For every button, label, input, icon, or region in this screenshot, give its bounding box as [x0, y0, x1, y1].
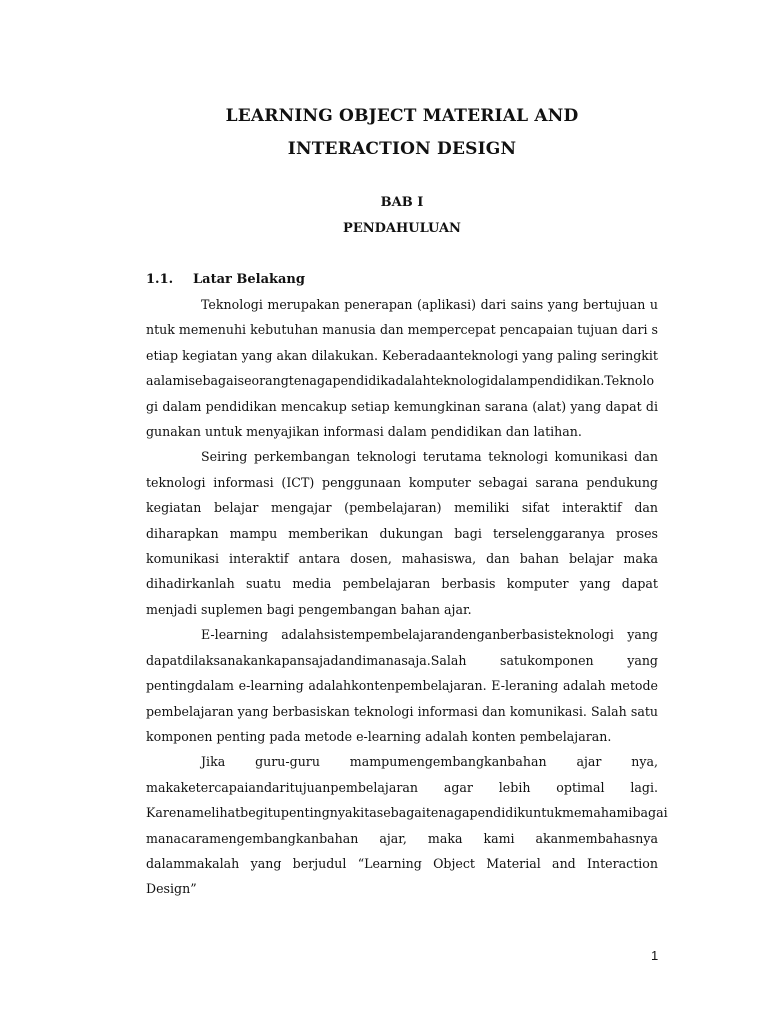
chapter-number: BAB I — [380, 195, 424, 210]
document-title-line1: LEARNING OBJECT MATERIAL AND — [225, 106, 579, 126]
paragraph-4: Jika guru-guru mampumengembangkanbahan ajar nya, makaketercapaiandaritujuanpembelajaran agar lebih optimal lagi. Karenamelihatbegitupentingnyakitasebagaitenagapendidikuntukmemahamibagai manacaramengembangkanbahan ajar, maka kami akanmembahasnya dalammakalah yang berjudul “Learning Object Material and Interaction Design” — [146, 754, 668, 897]
page-number: 1 — [651, 948, 659, 963]
section-title: Latar Belakang — [193, 272, 305, 287]
paragraph-1: Teknologi merupakan penerapan (aplikasi) dari sains yang bertujuan untuk memenuhi kebutuhan manusia dan mempercepat pencapaian tujuan dari setiap kegiatan yang akan dilakukan. Keberadaanteknologi yang paling seringkitaalamisebagaiseorangtenagapendidikadalahteknologidalampendidikan.Teknologi dalam pendidikan mencakup setiap kemungkinan sarana (alat) yang dapat digunakan untuk menyajikan informasi dalam pendidikan dan latihan. — [146, 297, 658, 440]
body-text — [146, 292, 668, 902]
section-number: 1.1. — [146, 272, 174, 287]
chapter-title: PENDAHULUAN — [343, 221, 461, 236]
document-title-line2: INTERACTION DESIGN — [287, 139, 517, 159]
section-heading — [146, 272, 305, 287]
paragraph-3: E-learning adalahsistempembelajarandenganberbasisteknologi yang dapatdilaksanakankapansajadandimanasaja.Salah satukomponen yang pentingdalam e-learning adalahkontenpembelajaran. E-leraning adalah metode pembelajaran yang berbasiskan teknologi informasi dan komunikasi. Salah satu komponen penting pada metode e-learning adalah konten pembelajaran. — [146, 627, 658, 744]
paragraph-2: Seiring perkembangan teknologi terutama teknologi komunikasi dan teknologi informasi (ICT) penggunaan komputer sebagai sarana pendukung kegiatan belajar mengajar (pembelajaran) memiliki sifat interaktif dan diharapkan mampu memberikan dukungan bagi terselenggaranya proses komunikasi interaktif antara dosen, mahasiswa, dan bahan belajar maka dihadirkanlah suatu media pembelajaran berbasis komputer yang dapat menjadi suplemen bagi pengembangan bahan ajar. — [146, 449, 658, 617]
